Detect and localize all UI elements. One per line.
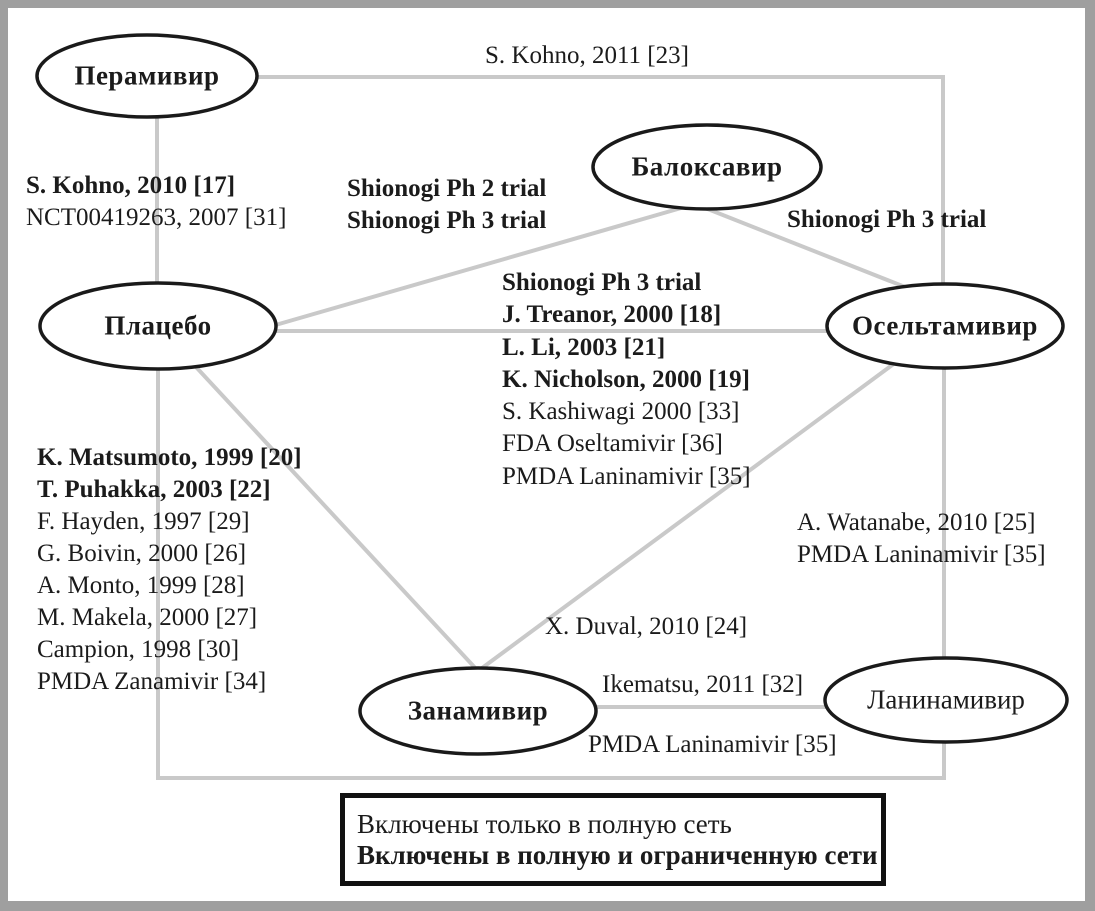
edge-label-baloxavir-placebo	[347, 173, 546, 237]
trial-label: FDA Oseltamivir [36]	[502, 430, 723, 458]
node-label-laninamivir: Ланинамивир	[867, 684, 1025, 715]
edge-label-placebo-zanamivir	[37, 442, 302, 698]
node-label-zanamivir: Занамивир	[407, 695, 549, 726]
edge-label-baloxavir-oseltamivir	[787, 204, 986, 236]
trial-label: PMDA Laninamivir [35]	[588, 731, 837, 758]
trial-label: K. Nicholson, 2000 [19]	[502, 365, 750, 393]
trial-label: Ikematsu, 2011 [32]	[602, 671, 804, 698]
trial-label: K. Matsumoto, 1999 [20]	[37, 444, 302, 471]
trial-label: S. Kashiwagi 2000 [33]	[502, 398, 740, 426]
edge-label-peramivir-oseltamivir	[485, 40, 689, 72]
edge-label-peramivir-placebo	[26, 170, 286, 234]
trial-label: S. Kohno, 2011 [23]	[485, 42, 689, 69]
trial-label: J. Treanor, 2000 [18]	[502, 301, 722, 329]
trial-label: Campion, 1998 [30]	[37, 636, 240, 663]
trial-label: M. Makela, 2000 [27]	[37, 604, 258, 631]
trial-label: S. Kohno, 2010 [17]	[26, 172, 236, 199]
edge-label-placebo-oseltamivir	[502, 267, 751, 493]
trial-label: NCT00419263, 2007 [31]	[26, 204, 287, 231]
trial-label: PMDA Zanamivir [34]	[37, 668, 267, 695]
trial-label: L. Li, 2003 [21]	[502, 333, 666, 361]
node-label-oseltamivir: Осельтамивир	[852, 310, 1038, 341]
node-label-peramivir: Перамивир	[74, 60, 220, 91]
trial-label: PMDA Laninamivir [35]	[797, 541, 1046, 568]
edge-label-zanamivir-laninamivir-below	[588, 729, 837, 761]
legend-box	[340, 793, 886, 886]
trial-label: A. Watanabe, 2010 [25]	[797, 509, 1036, 536]
trial-label: Shionogi Ph 3 trial	[347, 207, 547, 234]
edge-label-oseltamivir-laninamivir	[797, 507, 1046, 571]
trial-label: X. Duval, 2010 [24]	[545, 613, 748, 640]
trial-label: F. Hayden, 1997 [29]	[37, 508, 250, 535]
trial-label: T. Puhakka, 2003 [22]	[37, 476, 271, 503]
trial-label: A. Monto, 1999 [28]	[37, 572, 245, 599]
legend-full-network-only: Включены только в полную сеть	[357, 808, 732, 839]
edge-label-zanamivir-laninamivir-above	[602, 669, 803, 701]
node-label-baloxavir: Балоксавир	[631, 151, 783, 182]
trial-label: G. Boivin, 2000 [26]	[37, 540, 247, 567]
trial-label: Shionogi Ph 2 trial	[347, 175, 547, 202]
node-label-placebo: Плацебо	[104, 310, 212, 341]
legend-full-and-restricted: Включены в полную и ограниченную сети	[357, 839, 878, 870]
trial-label: Shionogi Ph 3 trial	[502, 269, 702, 296]
trial-label: Shionogi Ph 3 trial	[787, 206, 987, 233]
edge-label-oseltamivir-zanamivir	[545, 611, 747, 643]
trial-label: PMDA Laninamivir [35]	[502, 462, 751, 490]
